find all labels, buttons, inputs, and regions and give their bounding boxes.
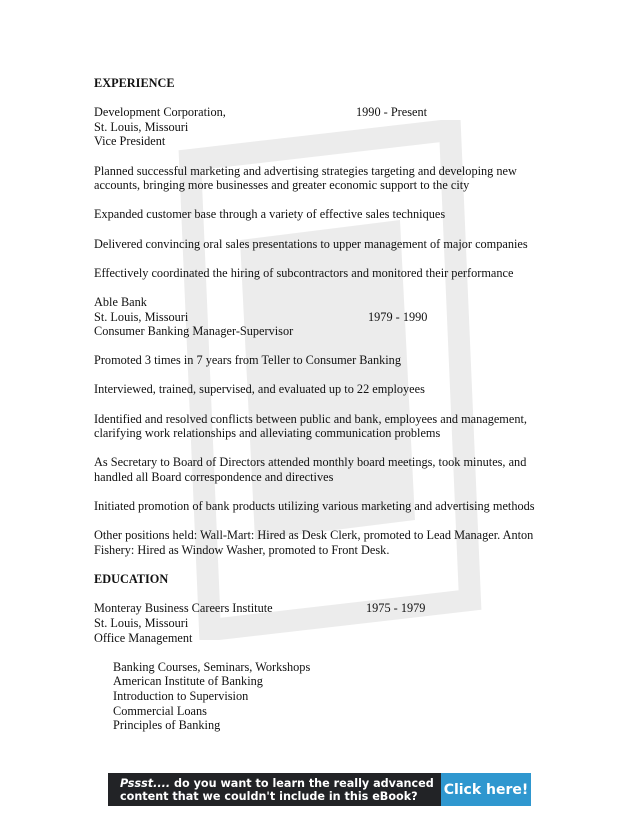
school-program: Office Management	[94, 630, 193, 645]
school-name: Monteray Business Careers Institute	[94, 601, 273, 616]
job2-company: Able Bank	[94, 294, 147, 309]
click-here-button[interactable]: Click here!	[441, 773, 531, 806]
school-location: St. Louis, Missouri	[94, 615, 189, 630]
job1-title: Vice President	[94, 134, 166, 149]
course-item: Principles of Banking	[113, 718, 221, 733]
job2-header	[94, 310, 564, 325]
course-item: Commercial Loans	[113, 703, 207, 718]
promo-banner-text	[108, 777, 441, 803]
job2-bullet: Other positions held: Wall-Mart: Hired as Desk Clerk, promoted to Lead Manager. Anton Fishery: Hired as Window Washer, promoted to Front Desk.	[94, 528, 534, 557]
job2-bullet: Interviewed, trained, supervised, and evaluated up to 22 employees	[94, 382, 425, 397]
experience-heading: EXPERIENCE	[94, 76, 175, 90]
promo-line2: content that we couldn't include in this eBook?	[120, 789, 418, 803]
promo-prefix: Pssst....	[120, 776, 171, 790]
course-item: American Institute of Banking	[113, 674, 263, 689]
job1-bullet: Delivered convincing oral sales presentations to upper management of major companies	[94, 236, 528, 251]
job2-bullet: Identified and resolved conflicts between public and bank, employees and management, clarifying work relationships and alleviating communication problems	[94, 411, 527, 441]
job2-dates: 1979 - 1990	[368, 309, 428, 324]
job1-dates: 1990 - Present	[356, 105, 428, 120]
job1-company: Development Corporation,	[94, 105, 226, 120]
job1-location: St. Louis, Missouri	[94, 119, 189, 134]
job1-bullet: Expanded customer base through a variety of effective sales techniques	[94, 207, 446, 222]
job2-title: Consumer Banking Manager-Supervisor	[94, 324, 294, 339]
job1-bullet: Effectively coordinated the hiring of subcontractors and monitored their performance	[94, 265, 514, 280]
promo-line1: do you want to learn the really advanced	[170, 776, 434, 790]
course-list	[94, 660, 564, 733]
job2-bullet: As Secretary to Board of Directors attended monthly board meetings, took minutes, and handled all Board correspondence and directives	[94, 455, 527, 485]
job2-location: St. Louis, Missouri	[94, 309, 189, 324]
promo-banner[interactable]	[108, 773, 531, 806]
course-item: Introduction to Supervision	[113, 688, 249, 703]
job2-bullet: Promoted 3 times in 7 years from Teller to Consumer Banking	[94, 353, 401, 368]
resume-page	[94, 76, 564, 733]
education-heading: EDUCATION	[94, 572, 169, 587]
education-header	[94, 601, 564, 616]
job1-header	[94, 105, 564, 120]
course-item: Banking Courses, Seminars, Workshops	[113, 659, 311, 674]
job1-bullet: Planned successful marketing and advertising strategies targeting and developing new accounts, bringing more businesses and greater economic support to the city	[94, 163, 517, 193]
education-dates: 1975 - 1979	[366, 601, 426, 616]
job2-bullet: Initiated promotion of bank products utilizing various marketing and advertising methods	[94, 499, 535, 514]
